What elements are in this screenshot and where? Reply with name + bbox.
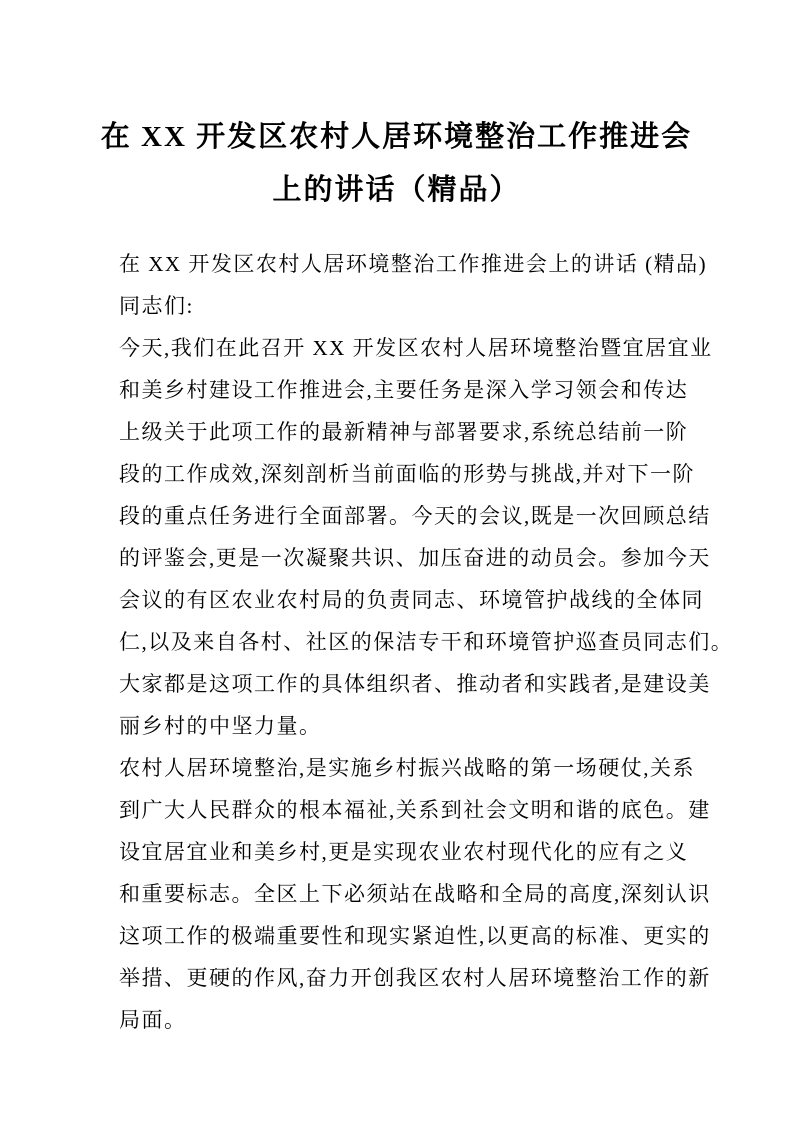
title-line-2: 上的讲话（精品） bbox=[272, 174, 521, 206]
text-line: 同志们: bbox=[119, 294, 194, 318]
text-line: 农村人居环境整治,是实施乡村振兴战略的第一场硬仗,关系 bbox=[119, 756, 695, 780]
document-title bbox=[0, 111, 793, 217]
text-line: 到广大人民群众的根本福祉,关系到社会文明和谐的底色。建 bbox=[119, 798, 711, 822]
paragraph-significance bbox=[119, 747, 733, 1041]
text-line: 和重要标志。全区上下必须站在战略和全局的高度,深刻认识 bbox=[119, 882, 711, 906]
title-line-1: 在 XX 开发区农村人居环境整治工作推进会 bbox=[100, 121, 693, 153]
paragraph-salutation bbox=[119, 285, 733, 327]
text-line: 大家都是这项工作的具体组织者、推动者和实践者,是建设美 bbox=[119, 672, 711, 696]
text-line: 和美乡村建设工作推进会,主要任务是深入学习领会和传达 bbox=[119, 378, 689, 402]
text-line: 今天,我们在此召开 XX 开发区农村人居环境整治暨宜居宜业 bbox=[119, 336, 713, 360]
paragraph-opening bbox=[119, 327, 733, 747]
text-line: 举措、更硬的作风,奋力开创我区农村人居环境整治工作的新 bbox=[119, 966, 711, 990]
text-line: 这项工作的极端重要性和现实紧迫性,以更高的标准、更实的 bbox=[119, 924, 711, 948]
text-line: 设宜居宜业和美乡村,更是实现农业农村现代化的应有之义 bbox=[119, 840, 689, 864]
text-line: 在 XX 开发区农村人居环境整治工作推进会上的讲话 (精品) bbox=[119, 252, 708, 276]
text-line: 丽乡村的中坚力量。 bbox=[119, 714, 322, 738]
text-line: 上级关于此项工作的最新精神与部署要求,系统总结前一阶 bbox=[119, 420, 689, 444]
text-line: 段的重点任务进行全面部署。今天的会议,既是一次回顾总结 bbox=[119, 504, 711, 528]
text-line: 段的工作成效,深刻剖析当前面临的形势与挑战,并对下一阶 bbox=[119, 462, 695, 486]
text-line: 仁,以及来自各村、社区的保洁专干和环境管护巡查员同志们。 bbox=[119, 630, 734, 654]
text-line: 局面。 bbox=[119, 1008, 187, 1032]
text-line: 会议的有区农业农村局的负责同志、环境管护战线的全体同 bbox=[119, 588, 704, 612]
text-line: 的评鉴会,更是一次凝聚共识、加压奋进的动员会。参加今天 bbox=[119, 546, 711, 570]
paragraph-heading-echo bbox=[119, 243, 733, 285]
document-body bbox=[0, 243, 793, 1041]
